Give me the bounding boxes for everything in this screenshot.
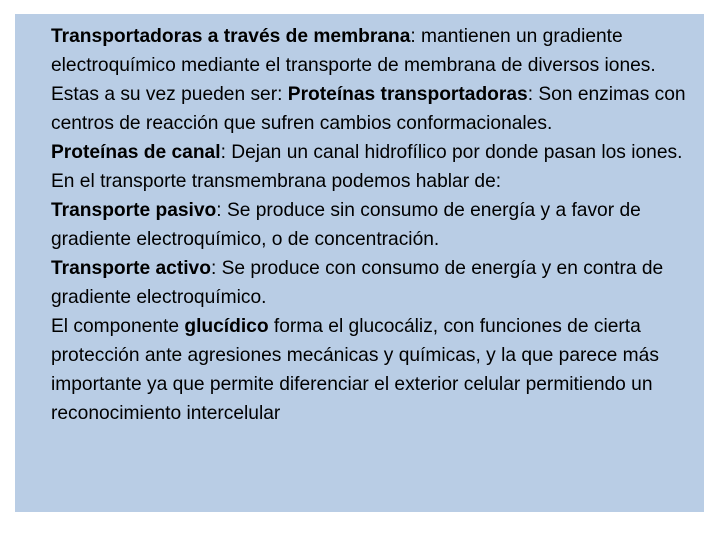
paragraph-channel-proteins	[51, 138, 700, 167]
definition-channel-proteins: : Dejan un canal hidrofílico por donde pasan los iones.	[220, 142, 683, 163]
paragraph-passive-transport	[51, 196, 700, 254]
definition-transport-proteins: : Son enzimas con centros de reacción que sufren cambios conformacionales.	[51, 84, 686, 134]
definition-glucidic: forma el glucocáliz, con funciones de cierta protección ante agresiones mecánicas y químicas, y la que parece más importante ya que permite diferenciar el exterior celular permitiendo un reconocimiento intercelular	[51, 316, 659, 424]
definition-active-transport: : Se produce con consumo de energía y en contra de gradiente electroquímico.	[51, 258, 664, 308]
paragraph-transport-proteins	[51, 80, 700, 138]
paragraph-glucidic-component	[51, 312, 700, 428]
paragraph-transmembrane-intro	[51, 167, 700, 196]
term-passive-transport: Transporte pasivo	[51, 200, 217, 221]
term-glucidic: glucídico	[184, 316, 269, 337]
term-membrane-transporters: Transportadoras a través de membrana	[51, 26, 411, 47]
definition-membrane-transporters: : mantienen un gradiente electroquímico mediante el transporte de membrana de diversos iones.	[51, 26, 656, 76]
term-transport-proteins: Proteínas transportadoras	[287, 84, 528, 105]
term-channel-proteins: Proteínas de canal	[51, 142, 221, 163]
intro-glucidic: El componente	[51, 316, 185, 337]
intro-transmembrane: En el transporte transmembrana podemos hablar de:	[51, 171, 502, 192]
paragraph-active-transport	[51, 254, 700, 312]
paragraph-membrane-transporters	[51, 22, 700, 80]
definition-passive-transport: : Se produce sin consumo de energía y a favor de gradiente electroquímico, o de concentración.	[51, 200, 641, 250]
term-active-transport: Transporte activo	[51, 258, 211, 279]
intro-transport-proteins: Estas a su vez pueden ser:	[51, 84, 288, 105]
text-panel	[15, 14, 704, 512]
